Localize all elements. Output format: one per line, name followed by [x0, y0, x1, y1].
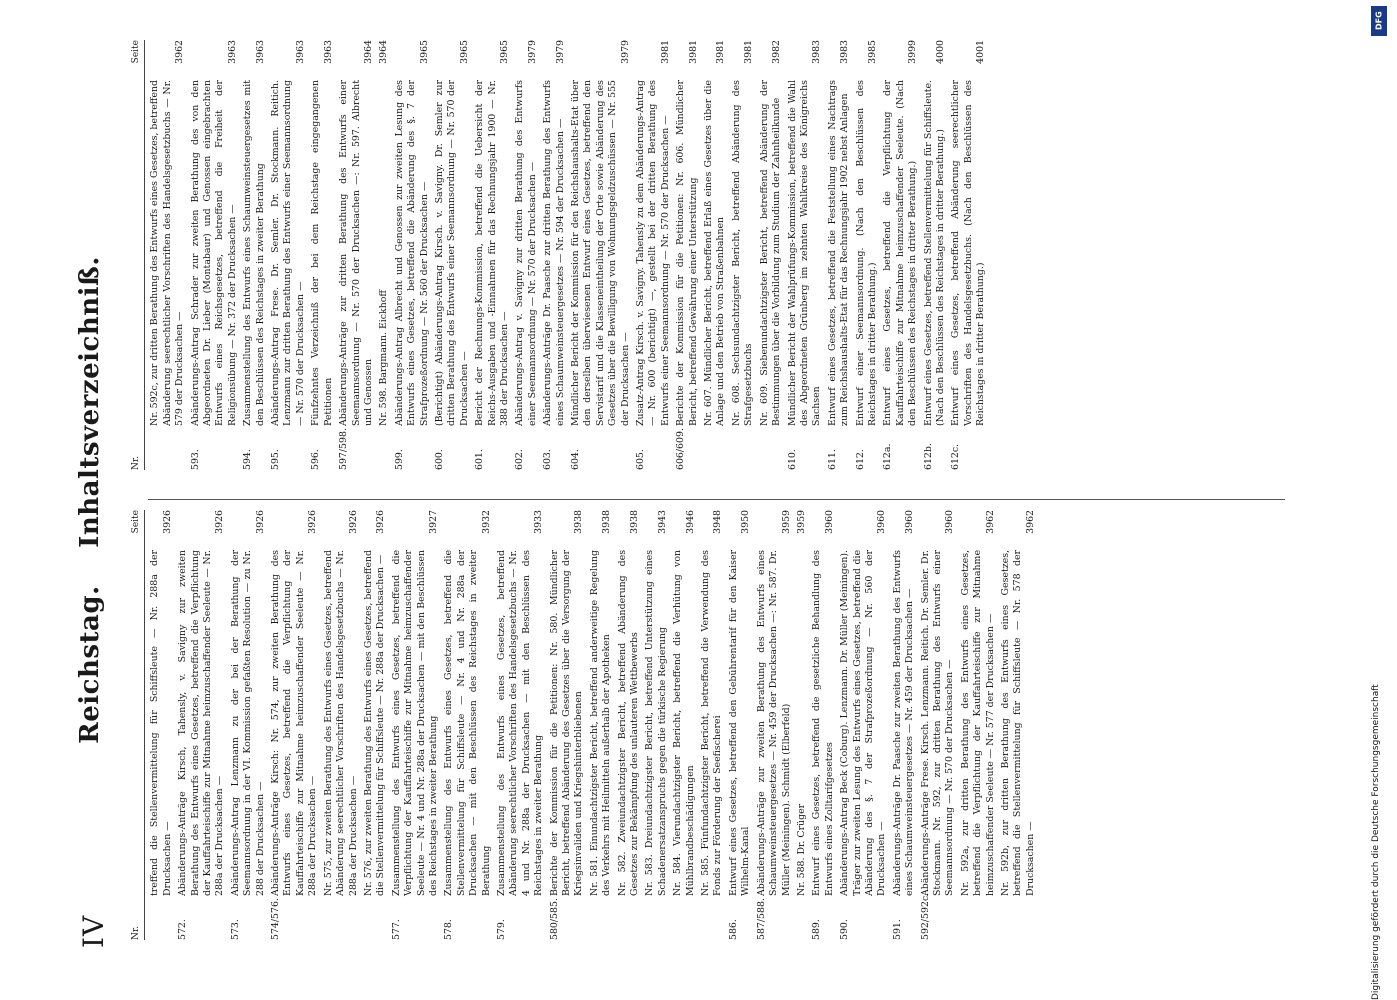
entry-text: Abänderungs-Anträge Dr. Paasche zur dritten Berathung des Entwurfs eines Schaumweinsteuergesetzes — Nr. 594 der Drucksachen —: [542, 80, 566, 426]
entry-text: Abänderungs-Anträge Frese. Kirsch. Lenzmann. Reitich. Dr. Semler. Dr. Stockmann. Nr. 592, zur dritten Berathung des Entwurfs einer Seemannsordnung — Nr. 570 der Drucksachen —: [919, 550, 956, 896]
entry-page: 3963: [294, 40, 306, 64]
toc-entry: [434, 40, 471, 470]
toc-entry: [443, 510, 493, 940]
toc-entry: [892, 510, 917, 940]
entry-number: 597/598.: [338, 428, 350, 470]
entry-text: Nr. 575, zur zweiten Berathung des Entwurfs eines Gesetzes, betreffend Abänderung seerechtlicher Vorschriften des Handelsgesetzbuchs — Nr. 288a der Drucksachen —: [322, 550, 359, 896]
entry-text: Nr. 588. Dr. Crüger: [795, 803, 807, 896]
toc-entry: [855, 40, 880, 470]
toc-entry: [811, 510, 836, 940]
entry-page: 4001: [975, 40, 987, 64]
entry-text: Abänderungs-Anträge Kirsch: Nr. 574, zur zweiten Berathung des Entwurfs eines Gesetzes, betreffend die Verpflichtung der Kauffahrteischiffe zur Mitnahme heimzuschaffender Seeleute — Nr. 288a der Drucksachen —: [270, 550, 319, 896]
entry-page: 3979: [526, 40, 538, 64]
entry-number: 612.: [854, 449, 866, 470]
toc-entry: [363, 510, 388, 940]
page-title: [75, 40, 105, 960]
entry-text: Berichte der Kommission für die Petitionen: Nr. 580. Mündlicher Bericht, betreffend Abänderung des Gesetzes über die Versorgung der Kriegsinvaliden und Kriegshinterbliebenen: [548, 550, 585, 896]
entry-page: 3981: [743, 40, 755, 64]
entry-page: 3963: [254, 40, 266, 64]
toc-entry: [920, 510, 957, 940]
entry-number: 610.: [786, 449, 798, 470]
page-number: IV: [77, 914, 110, 948]
entry-page: 3964: [362, 40, 374, 64]
toc-entry: [378, 40, 390, 470]
entry-text: Abänderungs-Antrag Schrader zur zweiten Berathung des von den Abgeordneten Dr. Lieber (Montabaur) und Genossen eingebrachten Entwurfs eines Reichsgesetzes, betreffend die Freiheit der Religionsübung — Nr. 372 der Drucksachen —: [189, 80, 238, 426]
toc-entry: [242, 40, 267, 470]
entry-text: Abänderungs-Antrag v. Savigny zur dritten Berathung des Entwurfs einer Seemannsordnung — Nr. 570 der Drucksachen —: [514, 80, 538, 426]
toc-entry: [542, 40, 567, 470]
entry-page: 3960: [944, 510, 956, 534]
entry-number: 593.: [189, 449, 201, 470]
entry-number: 579.: [495, 919, 507, 940]
entry-page: 3964: [378, 40, 390, 64]
toc-entry: [514, 40, 539, 470]
entry-text: Zusammenstellung des Entwurfs eines Gesetzes, betreffend die Verpflichtung der Kauffahrteischiffe zur Mitnahme heimzuschaffender Seeleute — Nr. 4 und Nr. 288a der Drucksachen — mit den Beschlüssen des Reichstages in zweiter Berathung: [390, 550, 439, 896]
entry-text: Entwurf eines Gesetzes, betreffend den Gebührentarif für den Kaiser Wilhelm-Kanal: [727, 550, 752, 896]
entry-text: Abänderungs-Anträge zur zweiten Berathung des Entwurfs eines Schaumweinsteuergesetzes — Nr. 459 der Drucksachen —: Nr. 587. Dr. Müller (Meiningen). Schmidt (Elberfeld): [755, 550, 792, 896]
entry-text: Abänderungs-Antrag Frese. Dr. Semler. Dr. Stockmann. Reitich. Lenzmann zur dritten Berathung des Entwurfs einer Seemannsordnung — Nr. 570 der Drucksachen —: [270, 80, 306, 426]
toc-entry: [728, 510, 753, 940]
entry-text: Nr. 608. Sechsundachtzigster Bericht, betreffend Abänderung des Strafgesetzbuchs: [730, 80, 755, 426]
entry-text: Nr. 592c, zur dritten Berathung des Entwurfs eines Gesetzes, betreffend Abänderung seerechtlicher Vorschriften des Handelsgesetzbuchs — Nr. 579 der Drucksachen —: [149, 80, 186, 426]
nr-heading: Nr.: [131, 925, 141, 940]
toc-entry: [190, 40, 240, 470]
entry-page: 3981: [715, 40, 727, 64]
entry-page: 3926: [347, 510, 359, 534]
entry-number: 591.: [891, 919, 903, 940]
toc-entry: [700, 510, 725, 940]
toc-entry: [960, 510, 997, 940]
entry-text: Nr. 598. Bargmann. Eickhoff: [378, 289, 390, 426]
entry-text: Abänderungs-Anträge Kirsch, Tahensly, v. Savigny zur zweiten Berathung des Entwurfs eines Gesetzes, betreffend die Verpflichtung der Kauffahrteischiffe zur Mitnahme heimzuschaffender Seeleute — Nr. 288a der Drucksachen —: [177, 550, 226, 896]
toc-entry: [496, 510, 546, 940]
entry-number: 572.: [177, 919, 189, 940]
toc-entry: [839, 510, 889, 940]
entry-text: Nr. 592a, zur dritten Berathung des Entwurfs eines Gesetzes, betreffend die Verpflichtung der Kauffahrteischiffe zur Mitnahme heimzuschaffender Seeleute — Nr. 577 der Drucksachen —: [959, 550, 996, 896]
entry-page: 3959: [780, 510, 792, 534]
toc-entry: [703, 40, 728, 470]
entry-number: 605.: [635, 449, 647, 470]
toc-entry: [882, 40, 919, 470]
entry-text: Abänderungs-Antrag Beck (Coburg). Lenzmann. Dr. Müller (Meiningen). Träger zur zweiten Lesung des Entwurfs eines Gesetzes, betreffend die Abänderung des §. 7 der Strafprozeßordnung — Nr. 560 der Drucksachen —: [839, 550, 888, 896]
entry-page: 3965: [418, 40, 430, 64]
entry-number: 612c.: [950, 443, 962, 470]
entry-text: Nr. 585. Fünfundachtzigster Bericht, betreffend die Verwendung des Fonds zur Förderung der Seefischerei: [700, 550, 724, 896]
entry-text: Nr. 576, zur zweiten Berathung des Entwurfs eines Gesetzes, betreffend die Stellenvermittelung für Schiffsleute — Nr. 288a der Drucksachen —: [362, 550, 387, 896]
entry-page: 3932: [480, 510, 492, 534]
entry-text: Berichte der Kommission für die Petitionen: Nr. 606. Mündlicher Bericht, betreffend Gewährung einer Unterstützung: [675, 80, 699, 426]
toc-entry: [570, 40, 632, 470]
entry-number: 601.: [474, 449, 486, 470]
entry-page: 3926: [375, 510, 387, 534]
entry-page: 3981: [687, 40, 699, 64]
toc-entry: [787, 40, 824, 470]
entry-number: 586.: [727, 919, 739, 940]
entry-page: 3960: [823, 510, 835, 534]
entry-number: 578.: [443, 919, 455, 940]
entry-text: Mündlicher Bericht der Wahlprüfungs-Kommission, betreffend die Wahl des Abgeordneten Grünberg im zehnten Wahlkreise des Königreichs Sachsen: [786, 80, 823, 426]
entry-text: Abänderungs-Anträge zur dritten Berathung des Entwurfs einer Seemannsordnung — Nr. 570 der Drucksachen —: Nr. 597. Albrecht und Genossen: [338, 80, 374, 426]
entry-number: 590.: [839, 919, 851, 940]
entry-page: 3983: [811, 40, 823, 64]
entry-number: 573.: [229, 919, 241, 940]
entry-text: Nr. 584. Vierundachtzigster Bericht, betreffend die Verhütung von Mühlbrandbeschädigungen: [672, 550, 696, 896]
entry-number: 592/592c.: [919, 892, 931, 940]
left-column: [130, 510, 1040, 940]
nr-heading: Nr.: [131, 455, 141, 470]
entry-page: 3962: [174, 40, 186, 64]
entry-text: Entwurf eines Gesetzes, betreffend die Verpflichtung der Kauffahrteischiffe zur Mitnahme heimzuschaffender Seeleute. (Nach den Beschlüssen des Reichstages in dritter Berathung.): [882, 80, 919, 426]
entry-number: 589.: [811, 919, 823, 940]
entry-page: 3926: [307, 510, 319, 534]
toc-entry: [759, 40, 784, 470]
entry-number: 612a.: [882, 443, 894, 470]
entry-text: Entwurf einer Seemannsordnung. (Nach den Beschlüssen des Reichstages in dritter Berathung.): [854, 80, 878, 426]
entry-text: Entwurf eines Gesetzes, betreffend die Feststellung eines Nachtrags zum Reichshaushalts-Etat für das Rechnungsjahr 1902 nebst Anlagen: [826, 80, 851, 426]
entry-page: 3938: [629, 510, 641, 534]
entry-text: Abänderungs-Antrag Lenzmann zu der bei der Berathung der Seemannsordnung in der VI. Kommission gefaßten Resolution — zu Nr. 288 der Drucksachen —: [229, 550, 266, 896]
entry-page: 3982: [771, 40, 783, 64]
toc-entry: [549, 510, 586, 940]
entry-number: 577.: [390, 919, 402, 940]
entry-page: 3938: [573, 510, 585, 534]
entry-number: 606/609.: [675, 428, 687, 470]
entry-text: Nr. 609. Siebenundachtzigster Bericht, betreffend Abänderung der Bestimmungen über die Vorbildung zum Studium der Zahnheilkunde: [758, 80, 783, 426]
entry-page: 3962: [1024, 510, 1036, 534]
entry-page: 3985: [866, 40, 878, 64]
entry-text: Nr. 592b, zur dritten Berathung des Entwurfs eines Gesetzes, betreffend die Stellenvermittelung für Schiffsleute — Nr. 578 der Drucksachen —: [1000, 550, 1036, 896]
entry-text: Entwurf eines Gesetzes, betreffend die gesetzliche Behandlung des Entwurfs eines Zolltarifgesetzes: [811, 550, 835, 896]
entry-page: 3959: [795, 510, 807, 534]
toc-entry: [338, 40, 375, 470]
entry-number: 599.: [393, 449, 405, 470]
toc-entry: [177, 510, 227, 940]
toc-entry: [589, 510, 614, 940]
column-divider: [148, 499, 1285, 500]
entry-page: 3981: [659, 40, 671, 64]
entry-page: 3999: [907, 40, 919, 64]
entry-page: 3933: [533, 510, 545, 534]
toc-entry: [672, 510, 697, 940]
entry-number: 611.: [826, 449, 838, 470]
toc-entry: [1000, 510, 1037, 940]
entry-number: 604.: [570, 449, 581, 470]
entry-number: 602.: [514, 449, 526, 470]
entry-page: 3946: [684, 510, 696, 534]
entry-text: Nr. 607. Mündlicher Bericht, betreffend Erlaß eines Gesetzes über die Anlage und den Betrieb von Straßenbahnen: [703, 80, 727, 426]
left-column-header: [130, 510, 145, 940]
entry-number: 580/585.: [548, 898, 560, 940]
entry-page: 3965: [498, 40, 510, 64]
entry-page: 4000: [934, 40, 946, 64]
entry-text: Nr. 583. Dreiundachtzigster Bericht, betreffend Unterstützung eines Schadenersatzanspruchs gegen die türkische Regierung: [644, 550, 668, 896]
toc-entry: [310, 40, 335, 470]
entry-number: 596.: [310, 449, 322, 470]
toc-entry: [731, 40, 756, 470]
entry-text: treffend die Stellenvermittelung für Schiffsleute — Nr. 288a der Drucksachen —: [149, 550, 173, 896]
entry-text: Abänderungs-Anträge Dr. Paasche zur zweiten Berathung des Entwurfs eines Schaumweinsteuergesetzes — Nr. 459 der Drucksachen —: [891, 550, 916, 896]
entry-page: 3963: [226, 40, 238, 64]
entry-text: Zusammenstellung des Entwurfs eines Schaumweinsteuergesetzes mit den Beschlüssen des Reichstages in zweiter Berathung: [242, 80, 266, 426]
entry-page: 3948: [712, 510, 724, 534]
entry-page: 3926: [254, 510, 266, 534]
toc-entry: [270, 40, 307, 470]
page-header: [75, 40, 115, 960]
entry-number: 594.: [242, 449, 254, 470]
left-entry-list: [149, 510, 1037, 940]
entry-page: 3983: [839, 40, 851, 64]
entry-page: 3979: [554, 40, 566, 64]
entry-text: Zusammenstellung des Entwurfs eines Gesetzes, betreffend die Stellenvermittelung für Schiffsleute — Nr. 4 und Nr. 288a der Drucksachen — mit den Beschlüssen des Reichstages in zweiter Berathung: [443, 550, 492, 896]
toc-entry: [149, 510, 174, 940]
toc-entry: [149, 40, 186, 470]
right-column-header: [130, 40, 145, 470]
entry-text: Entwurf eines Gesetzes, betreffend Abänderung seerechtlicher Vorschriften des Handelsgesetzbuchs. (Nach den Beschlüssen des Reichstages in dritter Berathung.): [950, 80, 987, 426]
entry-number: 574/576.: [270, 898, 282, 940]
entry-text: Zusammenstellung des Entwurfs eines Gesetzes, betreffend Abänderung seerechtlicher Vorschriften des Handelsgesetzbuchs — Nr. 4 und Nr. 288a der Drucksachen — mit den Beschlüssen des Reichstages in zweiter Berathung: [495, 550, 545, 896]
right-column: [130, 40, 991, 470]
entry-text: Entwurf eines Gesetzes, betreffend Stellenvermittelung für Schiffsleute. (Nach den Beschlüssen des Reichstages in dritter Berathung.): [922, 80, 946, 426]
entry-page: 3927: [427, 510, 439, 534]
entry-page: 3938: [601, 510, 613, 534]
entry-number: 603.: [542, 449, 554, 470]
entry-page: 3965: [458, 40, 470, 64]
toc-entry: [323, 510, 360, 940]
entry-page: 3963: [322, 40, 334, 64]
entry-text: Zusatz-Antrag Kirsch. v. Savigny. Tahensly zu dem Abänderungs-Antrag — Nr. 600 (berichtigt) —, gestellt bei der dritten Berathung des Entwurfs einer Seemannsordnung — Nr. 570 der Drucksachen —: [635, 80, 671, 426]
title-reichstag: Reichstag.: [75, 585, 105, 744]
entry-page: 3926: [161, 510, 173, 534]
toc-entry: [391, 510, 441, 940]
entry-text: Mündlicher Bericht der Kommission für den Reichshaushalts-Etat über den derselben überwiesenen Entwurf eines Gesetzes, betreffend den Servistarif und die Klasseneintheilung der Orte sowie Abänderung des Gesetzes über die Bewilligung von Wohnungsgeldzuschüssen — Nr. 555 der Drucksachen —: [570, 80, 631, 426]
toc-entry: [270, 510, 320, 940]
entry-text: Nr. 582. Zweiundachtzigster Bericht, betreffend Abänderung des Gesetzes zur Bekämpfung des unlauteren Wettbewerbs: [616, 550, 641, 896]
entry-text: Nr. 581. Einundachtzigster Bericht, betreffend anderweitige Regelung des Verkehrs mit Heilmitteln außerhalb der Apotheken: [588, 550, 613, 896]
entry-number: 612b.: [922, 443, 934, 470]
entry-page: 3960: [904, 510, 916, 534]
toc-entry: [635, 40, 672, 470]
toc-entry: [394, 40, 431, 470]
entry-page: 3926: [214, 510, 226, 534]
toc-entry: [230, 510, 267, 940]
toc-entry: [474, 40, 511, 470]
entry-text: Abänderungs-Antrag Albrecht und Genossen zur zweiten Lesung des Entwurfs eines Gesetzes, betreffend die Abänderung des §. 7 der Strafprozeßordnung — Nr. 560 der Drucksachen —: [393, 80, 430, 426]
scanned-page: [20, 0, 1345, 1000]
digitization-notice: Digitalisierung gefördert durch die Deutsche Forschungsgemeinschaft: [1371, 684, 1381, 1000]
toc-entry: [796, 510, 808, 940]
seite-heading: Seite: [131, 40, 141, 64]
toc-entry: [923, 40, 948, 470]
entry-page: 3950: [740, 510, 752, 534]
entry-number: 587/588.: [755, 898, 767, 940]
seite-heading: Seite: [131, 510, 141, 534]
title-inhaltsverzeichnis: Inhaltsverzeichniß.: [75, 256, 105, 548]
entry-page: 3943: [656, 510, 668, 534]
entry-text: Fünfzehntes Verzeichniß der bei dem Reichstage eingegangenen Petitionen: [310, 80, 334, 426]
toc-entry: [827, 40, 852, 470]
entry-number: 600.: [433, 449, 445, 470]
entry-text: (Berichtigt) Abänderungs-Antrag Kirsch. v. Savigny. Dr. Semler zur dritten Berathung des Entwurfs einer Seemannsordnung — Nr. 570 der Drucksachen —: [433, 80, 470, 426]
dfg-logo: DFG: [1371, 6, 1387, 36]
toc-entry: [756, 510, 793, 940]
toc-entry: [617, 510, 642, 940]
entry-text: Bericht der Rechnungs-Kommission, betreffend die Uebersicht der Reichs-Ausgaben und -Einnahmen für das Rechnungsjahr 1900 — Nr. 388 der Drucksachen —: [474, 80, 510, 426]
toc-entry: [950, 40, 987, 470]
entry-number: 595.: [270, 449, 282, 470]
toc-entry: [675, 40, 700, 470]
entry-page: 3979: [619, 40, 631, 64]
entry-page: 3960: [876, 510, 888, 534]
entry-page: 3962: [984, 510, 996, 534]
right-entry-list: [149, 40, 987, 470]
toc-entry: [644, 510, 669, 940]
